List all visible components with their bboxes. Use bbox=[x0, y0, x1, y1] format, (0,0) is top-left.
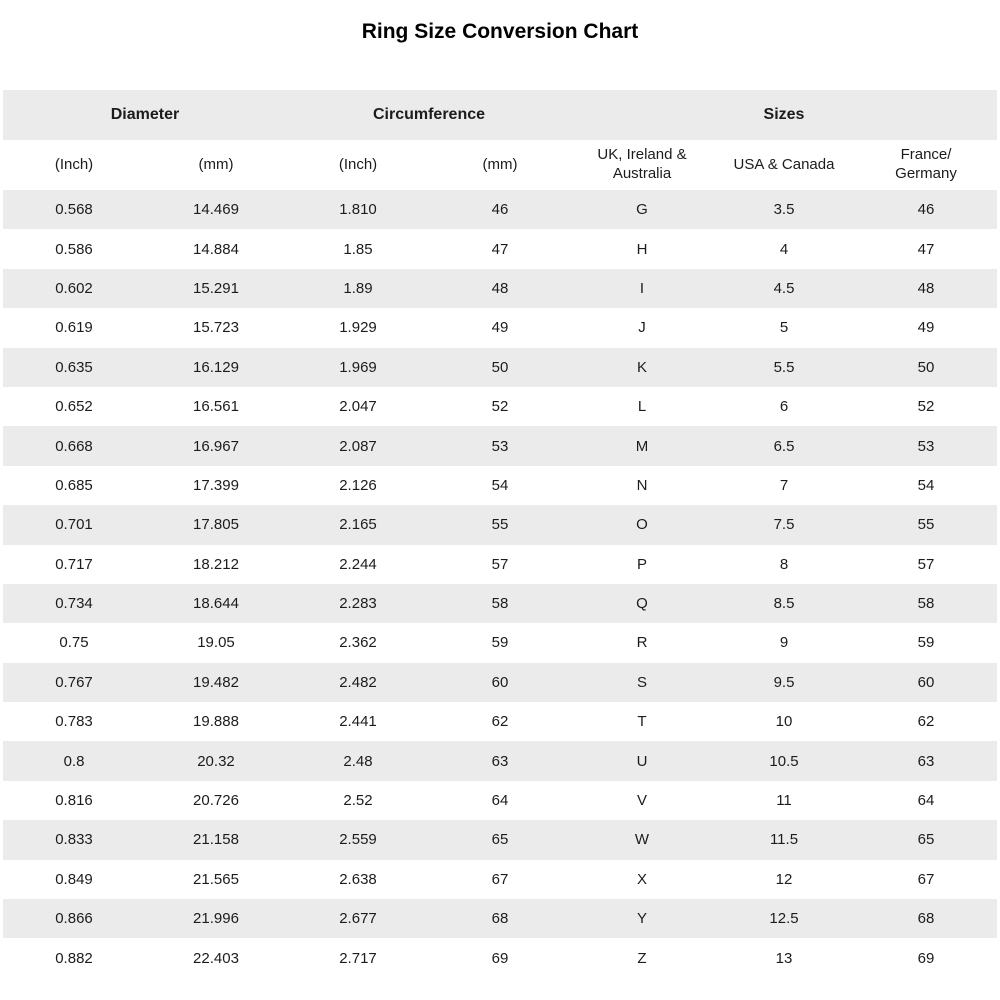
column-header-circumference-mm: (mm) bbox=[482, 155, 518, 173]
cell-france-germany-size: 54 bbox=[917, 476, 935, 494]
cell-france-germany-size: 60 bbox=[917, 673, 935, 691]
cell-diameter-inch: 0.652 bbox=[55, 398, 93, 416]
cell-france-germany-size: 69 bbox=[917, 949, 935, 967]
cell-diameter-mm: 21.158 bbox=[193, 831, 239, 849]
cell-diameter-mm: 19.482 bbox=[193, 673, 239, 691]
column-header-circumference-inch: (Inch) bbox=[338, 155, 378, 173]
cell-diameter-mm: 21.996 bbox=[193, 910, 239, 928]
cell-diameter-mm: 17.805 bbox=[193, 516, 239, 534]
cell-circumference-inch: 2.717 bbox=[339, 949, 377, 967]
cell-france-germany-size: 46 bbox=[917, 201, 935, 219]
cell-circumference-inch: 2.126 bbox=[339, 476, 377, 494]
cell-uk-ireland-australia-size: S bbox=[636, 673, 647, 691]
cell-uk-ireland-australia-size: T bbox=[637, 713, 647, 731]
cell-uk-ireland-australia-size: Q bbox=[636, 595, 648, 613]
cell-usa-canada-size: 10 bbox=[775, 713, 793, 731]
cell-circumference-inch: 2.087 bbox=[339, 437, 377, 455]
table-row bbox=[3, 741, 997, 780]
cell-circumference-inch: 2.559 bbox=[339, 831, 377, 849]
ring-size-conversion-table bbox=[3, 90, 997, 978]
cell-diameter-inch: 0.619 bbox=[55, 319, 93, 337]
cell-usa-canada-size: 5 bbox=[779, 319, 789, 337]
table-row bbox=[3, 229, 997, 268]
cell-circumference-inch: 2.441 bbox=[339, 713, 377, 731]
table-row bbox=[3, 781, 997, 820]
table-row bbox=[3, 387, 997, 426]
cell-uk-ireland-australia-size: P bbox=[636, 555, 647, 573]
cell-usa-canada-size: 9 bbox=[779, 634, 789, 652]
table-row bbox=[3, 663, 997, 702]
cell-uk-ireland-australia-size: Z bbox=[637, 949, 647, 967]
cell-diameter-inch: 0.866 bbox=[55, 910, 93, 928]
table-row bbox=[3, 860, 997, 899]
cell-circumference-mm: 67 bbox=[491, 870, 509, 888]
cell-circumference-inch: 2.482 bbox=[339, 673, 377, 691]
cell-diameter-mm: 16.129 bbox=[193, 358, 239, 376]
cell-diameter-mm: 19.05 bbox=[197, 634, 235, 652]
group-header-sizes: Sizes bbox=[763, 106, 805, 123]
cell-uk-ireland-australia-size: M bbox=[635, 437, 649, 455]
cell-usa-canada-size: 8.5 bbox=[773, 595, 795, 613]
cell-diameter-inch: 0.8 bbox=[63, 752, 85, 770]
cell-france-germany-size: 55 bbox=[917, 516, 935, 534]
cell-circumference-inch: 2.047 bbox=[339, 398, 377, 416]
cell-uk-ireland-australia-size: U bbox=[636, 752, 648, 770]
cell-diameter-inch: 0.717 bbox=[55, 555, 93, 573]
cell-usa-canada-size: 6.5 bbox=[773, 437, 795, 455]
cell-circumference-mm: 46 bbox=[491, 201, 509, 219]
table-row bbox=[3, 466, 997, 505]
cell-uk-ireland-australia-size: G bbox=[636, 201, 648, 219]
column-header-diameter-mm: (mm) bbox=[198, 155, 234, 173]
cell-circumference-inch: 1.89 bbox=[343, 279, 373, 297]
cell-circumference-inch: 2.677 bbox=[339, 910, 377, 928]
cell-uk-ireland-australia-size: V bbox=[636, 792, 647, 810]
cell-usa-canada-size: 11.5 bbox=[769, 831, 799, 849]
table-row bbox=[3, 938, 997, 977]
cell-circumference-mm: 57 bbox=[491, 555, 509, 573]
cell-diameter-mm: 14.469 bbox=[193, 201, 239, 219]
cell-circumference-mm: 49 bbox=[491, 319, 509, 337]
cell-france-germany-size: 63 bbox=[917, 752, 935, 770]
cell-diameter-inch: 0.783 bbox=[55, 713, 93, 731]
cell-usa-canada-size: 12 bbox=[775, 870, 793, 888]
cell-diameter-mm: 22.403 bbox=[193, 949, 239, 967]
cell-circumference-mm: 54 bbox=[491, 476, 509, 494]
cell-circumference-inch: 2.48 bbox=[343, 752, 373, 770]
cell-france-germany-size: 65 bbox=[917, 831, 935, 849]
column-header-usa-canada: USA & Canada bbox=[733, 155, 835, 173]
table-row bbox=[3, 584, 997, 623]
cell-france-germany-size: 47 bbox=[917, 240, 935, 258]
column-header-uk-ireland-australia: UK, Ireland & Australia bbox=[597, 146, 687, 182]
cell-uk-ireland-australia-size: I bbox=[639, 279, 645, 297]
cell-diameter-mm: 21.565 bbox=[193, 870, 239, 888]
cell-usa-canada-size: 9.5 bbox=[773, 673, 795, 691]
cell-circumference-inch: 2.244 bbox=[339, 555, 377, 573]
table-subheader-row bbox=[3, 140, 997, 190]
cell-diameter-mm: 16.967 bbox=[193, 437, 239, 455]
cell-diameter-inch: 0.849 bbox=[55, 870, 93, 888]
cell-uk-ireland-australia-size: H bbox=[636, 240, 648, 258]
cell-circumference-mm: 60 bbox=[491, 673, 509, 691]
cell-usa-canada-size: 4.5 bbox=[773, 279, 795, 297]
cell-usa-canada-size: 12.5 bbox=[769, 910, 799, 928]
cell-france-germany-size: 59 bbox=[917, 634, 935, 652]
cell-circumference-mm: 59 bbox=[491, 634, 509, 652]
cell-circumference-mm: 47 bbox=[491, 240, 509, 258]
cell-uk-ireland-australia-size: W bbox=[634, 831, 650, 849]
cell-diameter-mm: 14.884 bbox=[193, 240, 239, 258]
cell-diameter-inch: 0.833 bbox=[55, 831, 93, 849]
cell-circumference-inch: 1.929 bbox=[339, 319, 377, 337]
cell-circumference-mm: 69 bbox=[491, 949, 509, 967]
cell-circumference-inch: 1.969 bbox=[339, 358, 377, 376]
cell-diameter-inch: 0.635 bbox=[55, 358, 93, 376]
cell-circumference-inch: 1.810 bbox=[339, 201, 377, 219]
cell-circumference-inch: 2.362 bbox=[339, 634, 377, 652]
cell-diameter-inch: 0.767 bbox=[55, 673, 93, 691]
cell-circumference-mm: 48 bbox=[491, 279, 509, 297]
cell-france-germany-size: 52 bbox=[917, 398, 935, 416]
cell-circumference-inch: 2.52 bbox=[343, 792, 373, 810]
cell-diameter-mm: 16.561 bbox=[193, 398, 239, 416]
cell-uk-ireland-australia-size: J bbox=[638, 319, 646, 337]
cell-usa-canada-size: 11 bbox=[776, 792, 792, 810]
table-row bbox=[3, 269, 997, 308]
cell-circumference-mm: 68 bbox=[491, 910, 509, 928]
table-row bbox=[3, 426, 997, 465]
cell-circumference-mm: 63 bbox=[491, 752, 509, 770]
table-row bbox=[3, 899, 997, 938]
column-header-france-germany: France/ Germany bbox=[895, 146, 957, 182]
table-row bbox=[3, 348, 997, 387]
page-title: Ring Size Conversion Chart bbox=[361, 20, 639, 43]
cell-france-germany-size: 62 bbox=[917, 713, 935, 731]
cell-usa-canada-size: 13 bbox=[775, 949, 793, 967]
cell-diameter-inch: 0.602 bbox=[55, 279, 93, 297]
cell-france-germany-size: 50 bbox=[917, 358, 935, 376]
cell-france-germany-size: 58 bbox=[917, 595, 935, 613]
cell-circumference-mm: 50 bbox=[491, 358, 509, 376]
cell-uk-ireland-australia-size: O bbox=[636, 516, 648, 534]
cell-france-germany-size: 57 bbox=[917, 555, 935, 573]
table-row bbox=[3, 308, 997, 347]
cell-usa-canada-size: 5.5 bbox=[773, 358, 795, 376]
cell-uk-ireland-australia-size: X bbox=[636, 870, 647, 888]
cell-usa-canada-size: 4 bbox=[779, 240, 789, 258]
cell-circumference-inch: 1.85 bbox=[343, 240, 373, 258]
column-header-diameter-inch: (Inch) bbox=[54, 155, 94, 173]
cell-diameter-inch: 0.882 bbox=[55, 949, 93, 967]
cell-france-germany-size: 67 bbox=[917, 870, 935, 888]
table-body bbox=[3, 190, 997, 978]
cell-uk-ireland-australia-size: Y bbox=[636, 910, 647, 928]
cell-diameter-inch: 0.685 bbox=[55, 476, 93, 494]
cell-diameter-mm: 20.726 bbox=[193, 792, 239, 810]
table-row bbox=[3, 545, 997, 584]
cell-usa-canada-size: 8 bbox=[779, 555, 789, 573]
cell-diameter-mm: 18.644 bbox=[193, 595, 239, 613]
cell-uk-ireland-australia-size: L bbox=[637, 398, 647, 416]
cell-diameter-mm: 20.32 bbox=[197, 752, 235, 770]
table-group-header-row bbox=[3, 90, 997, 140]
cell-france-germany-size: 48 bbox=[917, 279, 935, 297]
cell-diameter-mm: 17.399 bbox=[193, 476, 239, 494]
cell-circumference-mm: 55 bbox=[491, 516, 509, 534]
cell-circumference-inch: 2.638 bbox=[339, 870, 377, 888]
table-row bbox=[3, 190, 997, 229]
cell-diameter-mm: 15.291 bbox=[193, 279, 239, 297]
cell-france-germany-size: 64 bbox=[917, 792, 935, 810]
cell-france-germany-size: 68 bbox=[917, 910, 935, 928]
table-row bbox=[3, 623, 997, 662]
cell-diameter-inch: 0.816 bbox=[55, 792, 93, 810]
cell-uk-ireland-australia-size: N bbox=[636, 476, 648, 494]
cell-diameter-inch: 0.668 bbox=[55, 437, 93, 455]
cell-usa-canada-size: 7.5 bbox=[773, 516, 795, 534]
cell-circumference-inch: 2.283 bbox=[339, 595, 377, 613]
cell-usa-canada-size: 6 bbox=[779, 398, 789, 416]
cell-usa-canada-size: 7 bbox=[779, 476, 789, 494]
cell-circumference-mm: 52 bbox=[491, 398, 509, 416]
cell-uk-ireland-australia-size: K bbox=[636, 358, 647, 376]
cell-uk-ireland-australia-size: R bbox=[636, 634, 648, 652]
cell-diameter-inch: 0.75 bbox=[59, 634, 89, 652]
cell-usa-canada-size: 10.5 bbox=[769, 752, 799, 770]
cell-france-germany-size: 49 bbox=[917, 319, 935, 337]
group-header-circumference: Circumference bbox=[372, 106, 486, 123]
cell-circumference-mm: 65 bbox=[491, 831, 509, 849]
cell-diameter-mm: 15.723 bbox=[193, 319, 239, 337]
cell-diameter-inch: 0.734 bbox=[55, 595, 93, 613]
cell-diameter-mm: 19.888 bbox=[193, 713, 239, 731]
cell-circumference-mm: 58 bbox=[491, 595, 509, 613]
group-header-diameter: Diameter bbox=[110, 106, 180, 123]
cell-diameter-inch: 0.701 bbox=[55, 516, 93, 534]
table-row bbox=[3, 505, 997, 544]
table-row bbox=[3, 702, 997, 741]
cell-diameter-mm: 18.212 bbox=[193, 555, 239, 573]
cell-diameter-inch: 0.568 bbox=[55, 201, 93, 219]
table-row bbox=[3, 820, 997, 859]
cell-diameter-inch: 0.586 bbox=[55, 240, 93, 258]
cell-circumference-mm: 64 bbox=[491, 792, 509, 810]
cell-circumference-inch: 2.165 bbox=[339, 516, 377, 534]
cell-circumference-mm: 62 bbox=[491, 713, 509, 731]
cell-circumference-mm: 53 bbox=[491, 437, 509, 455]
cell-usa-canada-size: 3.5 bbox=[773, 201, 795, 219]
cell-france-germany-size: 53 bbox=[917, 437, 935, 455]
